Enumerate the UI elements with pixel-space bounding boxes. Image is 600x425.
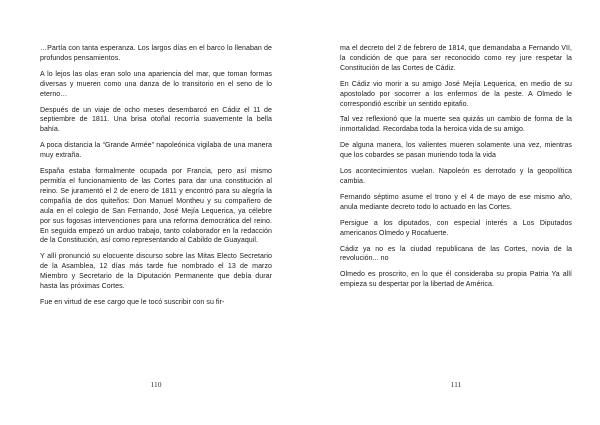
right-page-number: 111 [450, 380, 462, 389]
left-paragraph-7: Fue en virtud de ese cargo que le tocó suscribir con su fir- [40, 298, 225, 306]
left-page [40, 44, 272, 314]
right-page [340, 44, 572, 296]
right-paragraph-4: De alguna manera, los valientes mueren solamente una vez, mientras que los cobardes se pasan muriendo toda la vida [340, 142, 572, 160]
left-paragraph-5: España estaba formalmente ocupada por Francia, pero así mismo permitía el funcionamiento de las Cortes para dar una constitución al reino. Se juramentó el 2 de enero de 1811 y encontró para su alegría la compañía de dos quiteños: Don Manuel Montheu y su compañero de aula en el colegio de San Fernando, José Mejía Lequerica, ya célebre por sus fogosas intervenciones para una reforma democrática del reino. En seguida empezó un arduo trabajo, tanto colaborador en la redacción de la Constitución, así como representando al Cabildo de Guayaquil. [40, 168, 272, 245]
left-paragraph-4: A poca distancia la “Grande Armée” napoleónica vigilaba de una manera muy extraña. [40, 142, 272, 160]
right-paragraph-1: ma el decreto del 2 de febrero de 1814, que demandaba a Fernando VII, la condición de que para ser reconocido como rey jure respetar la Constitución de las Cortes de Cádiz. [340, 45, 572, 72]
left-paragraph-1: …Partía con tanta esperanza. Los largos días en el barco lo llenaban de profundos pensamientos. [40, 45, 272, 62]
left-page-number: 110 [150, 380, 162, 389]
right-paragraph-5: Los acontecimientos vuelan. Napoleón es derrotado y la geopolítica cambia. [340, 168, 572, 185]
left-paragraph-3: Después de un viaje de ocho meses desembarcó en Cádiz el 11 de septiembre de 1811. Una brisa otoñal recorría suavemente la bella bahía. [40, 106, 272, 134]
left-paragraph-2: A lo lejos las olas eran solo una apariencia del mar, que toman formas diversas y mueren como una danza de lo transitorio en el seno de lo eterno… [40, 70, 272, 98]
right-paragraph-2: En Cádiz vio morir a su amigo José Mejía Lequerica, en medio de su apostolado por socorrer a los enfermos de la peste. A Olmedo le correspondió escribir un sentido epitafio. [340, 80, 572, 108]
right-paragraph-3: Tal vez reflexionó que la muerte sea quizás un cambio de forma de la inmortalidad. Recordaba toda la heroica vida de su amigo. [340, 116, 572, 134]
left-paragraph-6: Y allí pronunció su elocuente discurso sobre las Mitas Electo Secretario de la Asamblea, 12 días más tarde fue nombrado el 13 de marzo Miembro y Secretario de la Diputación Permanente que debía durar hasta las próximas Cortes. [40, 253, 272, 291]
right-paragraph-8: Cádiz ya no es la ciudad republicana de las Cortes, novia de la revolución... no [340, 245, 572, 263]
right-paragraph-7: Persigue a los diputados, con especial interés a Los Diputados americanos Olmedo y Rocafuerte. [340, 219, 572, 237]
right-paragraph-9: Olmedo es proscrito, en lo que él consideraba su propia Patria Ya allí empieza su despertar por la libertad de América. [340, 271, 572, 289]
right-paragraph-6: Fernando séptimo asume el trono y el 4 de mayo de ese mismo año, anula mediante decreto todo lo actuado en las Cortes. [340, 193, 572, 211]
